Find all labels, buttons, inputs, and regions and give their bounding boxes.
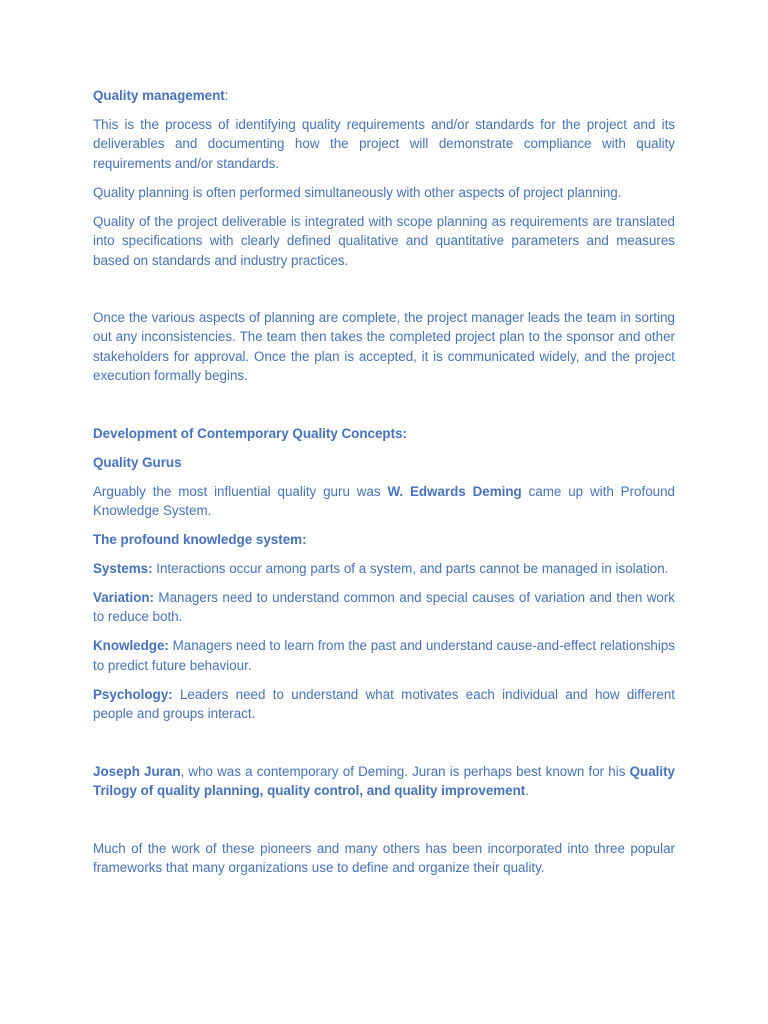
paragraph-variation: Variation: Managers need to understand common and special causes of variation and then work to reduce both. <box>93 590 675 625</box>
paragraph-deming: Arguably the most influential quality guru was W. Edwards Deming came up with Profound Knowledge System. <box>93 483 675 519</box>
heading-quality-management: Quality management: <box>93 88 229 103</box>
paragraph-quality-planning: Quality planning is often performed simultaneously with other aspects of project planning. <box>93 184 622 200</box>
paragraph-deliverable-integration: Quality of the project deliverable is integrated with scope planning as requirements are translated into specifications with clearly defined qualitative and quantitative parameters and measures based on standards and industry practices. <box>93 213 675 268</box>
document-body <box>93 86 675 887</box>
heading-development: Development of Contemporary Quality Concepts: <box>93 425 407 441</box>
paragraph-planning-complete: Once the various aspects of planning are complete, the project manager leads the team in sorting out any inconsistencies. The team then takes the completed project plan to the sponsor and other stakeholders for approval. Once the plan is accepted, it is communicated widely, and the project execution formally begins. <box>93 310 675 384</box>
paragraph-knowledge: Knowledge: Managers need to learn from the past and understand cause-and-effect relationships to predict future behaviour. <box>93 638 675 673</box>
paragraph-psychology: Psychology: Leaders need to understand what motivates each individual and how different people and groups interact. <box>93 686 675 722</box>
paragraph-frameworks: Much of the work of these pioneers and many others has been incorporated into three popular frameworks that many organizations use to define and organize their quality. <box>93 840 675 875</box>
paragraph-quality-definition: This is the process of identifying quality requirements and/or standards for the project and its deliverables and documenting how the project will demonstrate compliance with quality requirements and/or standards. <box>93 117 675 171</box>
heading-profound-knowledge: The profound knowledge system: <box>93 532 307 548</box>
heading-quality-gurus: Quality Gurus <box>93 454 182 470</box>
paragraph-systems: Systems: Interactions occur among parts of a system, and parts cannot be managed in isolation. <box>93 561 669 577</box>
paragraph-juran: Joseph Juran, who was a contemporary of Deming. Juran is perhaps best known for his Quality Trilogy of quality planning, quality control, and quality improvement. <box>93 763 675 799</box>
